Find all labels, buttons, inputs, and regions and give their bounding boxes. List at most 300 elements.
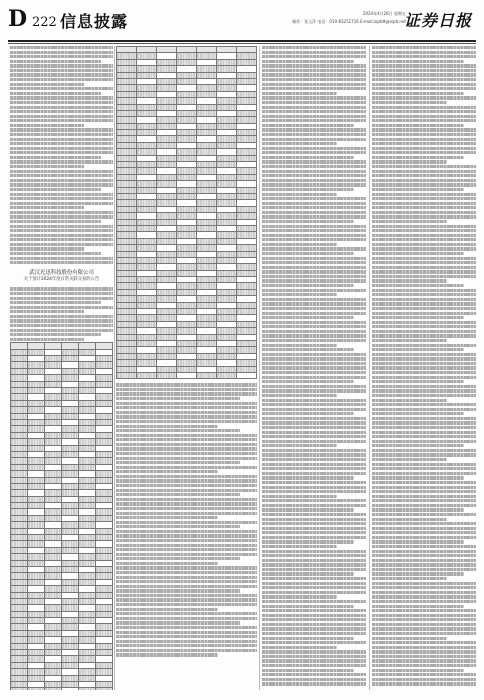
text-line: [372, 472, 476, 475]
text-line: [372, 96, 476, 99]
text-line: [262, 431, 366, 434]
table-cell: [217, 315, 237, 321]
text-line: [262, 142, 337, 145]
section-title: 信息披露: [60, 12, 129, 31]
table-cell: [137, 110, 157, 116]
table-cell: [137, 340, 157, 346]
table-cell: [137, 72, 157, 78]
table-cell: [177, 78, 197, 84]
text-line: [372, 330, 476, 333]
text-line: [262, 499, 366, 502]
table-cell: [45, 458, 62, 464]
table-cell: [45, 669, 62, 675]
text-line: [10, 73, 113, 76]
table-footnote-block: [116, 383, 257, 656]
table-cell: [177, 289, 197, 295]
text-line: [116, 562, 218, 565]
text-line: [10, 110, 113, 113]
text-line: [262, 174, 366, 177]
text-line: [10, 138, 113, 141]
text-line: [372, 115, 476, 118]
text-line: [262, 83, 366, 86]
middle-text-column: [262, 46, 366, 690]
text-line: [262, 568, 366, 571]
text-line: [262, 421, 366, 424]
table-cell: [28, 349, 45, 355]
text-line: [116, 635, 257, 638]
text-line: [262, 321, 366, 324]
text-line: [372, 179, 476, 182]
text-line: [262, 147, 366, 150]
text-line: [262, 595, 337, 598]
text-line: [372, 353, 476, 356]
table-cell: [217, 123, 237, 129]
table-cell: [45, 419, 62, 425]
table-cell: [137, 149, 157, 155]
text-line: [116, 598, 257, 601]
table-cell: [177, 347, 197, 353]
table-cell: [28, 675, 45, 681]
text-line: [10, 287, 113, 290]
table-cell: [79, 426, 96, 432]
text-line: [262, 531, 366, 534]
table-cell: [62, 605, 79, 611]
text-line: [262, 467, 366, 470]
table-cell: [96, 477, 113, 483]
text-line: [372, 673, 476, 676]
text-line: [262, 472, 366, 475]
text-line: [372, 518, 447, 521]
text-line: [262, 563, 366, 566]
text-line: [372, 650, 476, 653]
text-line: [372, 531, 476, 534]
table-cell: [157, 66, 177, 72]
text-line: [10, 170, 113, 173]
table-cell: [62, 413, 79, 419]
text-line: [116, 589, 240, 592]
text-line: [372, 87, 476, 90]
text-line: [116, 644, 257, 647]
table-cell: [96, 419, 113, 425]
text-line: [10, 333, 101, 336]
text-line: [262, 394, 337, 397]
text-line: [372, 92, 464, 95]
text-line: [262, 376, 366, 379]
table-cell: [157, 353, 177, 359]
table-cell: [197, 53, 217, 59]
table-cell: [177, 136, 197, 142]
text-line: [372, 257, 476, 260]
text-line: [116, 397, 240, 400]
table-cell: [62, 451, 79, 457]
table-cell: [79, 445, 96, 451]
text-line: [116, 489, 257, 492]
text-line: [372, 399, 447, 402]
table-cell: [157, 200, 177, 206]
text-line: [372, 307, 476, 310]
table-cell: [137, 321, 157, 327]
table-cell: [157, 296, 177, 302]
text-line: [262, 609, 366, 612]
text-line: [262, 403, 366, 406]
table-cell: [79, 579, 96, 585]
table-cell: [237, 59, 257, 65]
table-cell: [28, 522, 45, 528]
text-line: [372, 559, 476, 562]
text-line: [262, 325, 366, 328]
text-line: [10, 119, 113, 122]
text-line: [372, 444, 464, 447]
text-line: [10, 234, 113, 237]
text-line: [116, 525, 240, 528]
table-cell: [96, 535, 113, 541]
table-cell: [137, 168, 157, 174]
table-cell: [237, 372, 257, 378]
table-row: [117, 372, 257, 378]
text-line: [372, 550, 476, 553]
table-cell: [157, 219, 177, 225]
text-line: [116, 617, 257, 620]
text-line: [372, 142, 476, 145]
text-line: [372, 325, 476, 328]
text-line: [262, 417, 366, 420]
table-cell: [62, 528, 79, 534]
text-line: [262, 449, 366, 452]
text-line: [116, 585, 257, 588]
text-line: [372, 646, 476, 649]
text-line: [372, 582, 476, 585]
text-line: [262, 238, 366, 241]
table-cell: [28, 598, 45, 604]
text-line: [372, 659, 476, 662]
table-cell: [237, 174, 257, 180]
table-cell: [217, 334, 237, 340]
text-line: [262, 389, 366, 392]
table-cell: [137, 302, 157, 308]
text-line: [262, 357, 366, 360]
text-line: [372, 366, 476, 369]
table-cell: [28, 445, 45, 451]
text-line: [372, 513, 476, 516]
text-line: [372, 206, 476, 209]
text-line: [372, 577, 447, 580]
text-line: [372, 449, 476, 452]
text-line: [262, 243, 337, 246]
table-cell: [237, 193, 257, 199]
table-cell: [45, 554, 62, 560]
table-cell: [197, 91, 217, 97]
table-cell: [197, 302, 217, 308]
text-line: [372, 69, 476, 72]
text-line: [116, 631, 257, 634]
left-text-block-mid: [10, 287, 113, 341]
text-line: [116, 420, 257, 423]
text-line: [116, 548, 257, 551]
table-cell: [62, 375, 79, 381]
text-line: [262, 513, 366, 516]
text-line: [10, 310, 84, 313]
text-line: [116, 484, 257, 487]
text-line: [116, 507, 257, 510]
text-line: [262, 64, 366, 67]
section-number: 222: [32, 15, 57, 30]
table-cell: [177, 366, 197, 372]
table-cell: [177, 213, 197, 219]
text-line: [262, 279, 366, 282]
text-line: [10, 215, 113, 218]
text-line: [10, 106, 113, 109]
table-cell: [217, 66, 237, 72]
text-line: [372, 78, 476, 81]
text-line: [372, 238, 476, 241]
text-line: [372, 119, 476, 122]
table-cell: [96, 400, 113, 406]
table-cell: [79, 349, 96, 355]
text-line: [372, 156, 464, 159]
table-cell: [137, 283, 157, 289]
notice-title-company: 武汉光迅科技股份有限公司: [29, 270, 94, 277]
table-cell: [217, 277, 237, 283]
text-line: [10, 319, 113, 322]
text-line: [372, 605, 464, 608]
text-line: [262, 522, 366, 525]
text-line: [116, 516, 218, 519]
text-line: [262, 78, 366, 81]
text-line: [116, 603, 257, 606]
table-cell: [197, 72, 217, 78]
table-cell: [177, 270, 197, 276]
table-cell: [137, 372, 157, 378]
text-line: [372, 279, 447, 282]
page-header: [8, 6, 476, 40]
text-line: [372, 160, 447, 163]
text-line: [10, 261, 113, 264]
table-cell: [237, 347, 257, 353]
text-line: [116, 608, 218, 611]
right-text-column: [372, 46, 476, 690]
column-divider: [114, 46, 115, 690]
text-line: [10, 174, 113, 177]
text-line: [116, 571, 257, 574]
text-line: [262, 550, 366, 553]
table-cell: [96, 650, 113, 656]
text-line: [372, 339, 447, 342]
table-cell: [96, 573, 113, 579]
table-cell: [157, 277, 177, 283]
text-line: [262, 133, 366, 136]
table-cell: [96, 669, 113, 675]
text-line: [262, 554, 366, 557]
table-cell: [177, 232, 197, 238]
text-line: [372, 385, 476, 388]
text-line: [10, 315, 113, 318]
table-cell: [45, 381, 62, 387]
table-cell: [217, 353, 237, 359]
text-line: [372, 312, 476, 315]
table-cell: [96, 381, 113, 387]
table-cell: [79, 503, 96, 509]
table-cell: [62, 547, 79, 553]
table-cell: [197, 110, 217, 116]
text-line: [372, 458, 447, 461]
text-line: [262, 215, 366, 218]
text-line: [372, 618, 476, 621]
text-line: [372, 247, 476, 250]
text-line: [262, 577, 366, 580]
text-line: [10, 188, 101, 191]
text-line: [10, 243, 113, 246]
table-cell: [28, 483, 45, 489]
text-line: [372, 252, 464, 255]
text-line: [116, 402, 257, 405]
text-line: [372, 453, 476, 456]
text-line: [262, 234, 366, 237]
text-line: [372, 682, 476, 685]
text-line: [10, 183, 113, 186]
table-cell: [28, 579, 45, 585]
center-related-transaction-table: [116, 46, 257, 379]
table-cell: [197, 187, 217, 193]
table-cell: [157, 142, 177, 148]
text-line: [372, 170, 476, 173]
text-line: [262, 316, 354, 319]
text-line: [372, 554, 476, 557]
table-cell: [45, 535, 62, 541]
text-line: [10, 211, 113, 214]
table-cell: [157, 315, 177, 321]
table-cell: [157, 85, 177, 91]
text-line: [262, 220, 354, 223]
table-cell: [197, 340, 217, 346]
table-cell: [177, 98, 197, 104]
table-cell: [177, 372, 197, 378]
text-line: [262, 197, 366, 200]
text-line: [10, 257, 113, 260]
text-line: [372, 540, 464, 543]
text-line: [116, 425, 218, 428]
table-cell: [62, 509, 79, 515]
text-line: [262, 87, 366, 90]
table-cell: [197, 206, 217, 212]
text-line: [372, 563, 476, 566]
table-cell: [28, 637, 45, 643]
text-line: [116, 653, 218, 656]
text-line: [262, 637, 354, 640]
text-line: [262, 275, 366, 278]
text-line: [262, 486, 366, 489]
table-cell: [177, 155, 197, 161]
text-line: [262, 572, 354, 575]
table-cell: [45, 630, 62, 636]
text-line: [372, 243, 476, 246]
text-line: [372, 64, 476, 67]
text-line: [262, 106, 366, 109]
text-line: [372, 110, 476, 113]
table-cell: [96, 592, 113, 598]
table-cell: [197, 130, 217, 136]
table-cell: [62, 490, 79, 496]
section-code: D: [8, 6, 27, 32]
text-line: [262, 270, 366, 273]
table-cell: [62, 586, 79, 592]
text-line: [372, 133, 476, 136]
table-cell: [217, 257, 237, 263]
table-cell: [79, 637, 96, 643]
text-line: [372, 220, 447, 223]
text-line: [116, 502, 257, 505]
text-line: [372, 641, 476, 644]
text-line: [372, 440, 476, 443]
text-line: [10, 69, 113, 72]
text-line: [262, 55, 366, 58]
text-line: [372, 128, 476, 131]
text-line: [372, 362, 476, 365]
text-line: [10, 247, 84, 250]
table-cell: [217, 85, 237, 91]
text-line: [372, 106, 476, 109]
header-rule: [8, 40, 476, 42]
table-cell: [157, 257, 177, 263]
table-cell: [79, 368, 96, 374]
table-cell: [28, 688, 45, 690]
text-line: [262, 60, 354, 63]
text-line: [372, 261, 476, 264]
table-cell: [79, 541, 96, 547]
table-cell: [45, 592, 62, 598]
text-line: [116, 479, 257, 482]
text-line: [10, 78, 113, 81]
text-line: [10, 101, 113, 104]
text-line: [372, 284, 464, 287]
table-cell: [79, 483, 96, 489]
text-line: [262, 678, 366, 681]
text-line: [262, 261, 366, 264]
text-line: [372, 371, 476, 374]
text-line: [262, 614, 366, 617]
text-line: [116, 475, 257, 478]
table-cell: [237, 98, 257, 104]
text-line: [10, 297, 113, 300]
table-cell: [28, 388, 45, 394]
text-line: [10, 124, 84, 127]
text-line: [262, 348, 354, 351]
table-cell: [137, 264, 157, 270]
text-line: [262, 73, 366, 76]
text-line: [10, 324, 113, 327]
text-line: [10, 292, 113, 295]
table-cell: [79, 407, 96, 413]
table-cell: [45, 611, 62, 617]
table-cell: [137, 245, 157, 251]
text-line: [262, 366, 366, 369]
table-cell: [28, 464, 45, 470]
text-line: [372, 211, 476, 214]
table-cell: [96, 630, 113, 636]
text-line: [116, 640, 257, 643]
text-line: [372, 408, 476, 411]
table-cell: [237, 155, 257, 161]
text-line: [262, 673, 366, 676]
text-line: [262, 110, 366, 113]
text-line: [10, 197, 113, 200]
text-line: [372, 165, 476, 168]
table-cell: [217, 162, 237, 168]
text-line: [372, 73, 476, 76]
text-line: [262, 582, 366, 585]
text-line: [372, 431, 476, 434]
table-cell: [197, 360, 217, 366]
text-line: [262, 463, 366, 466]
